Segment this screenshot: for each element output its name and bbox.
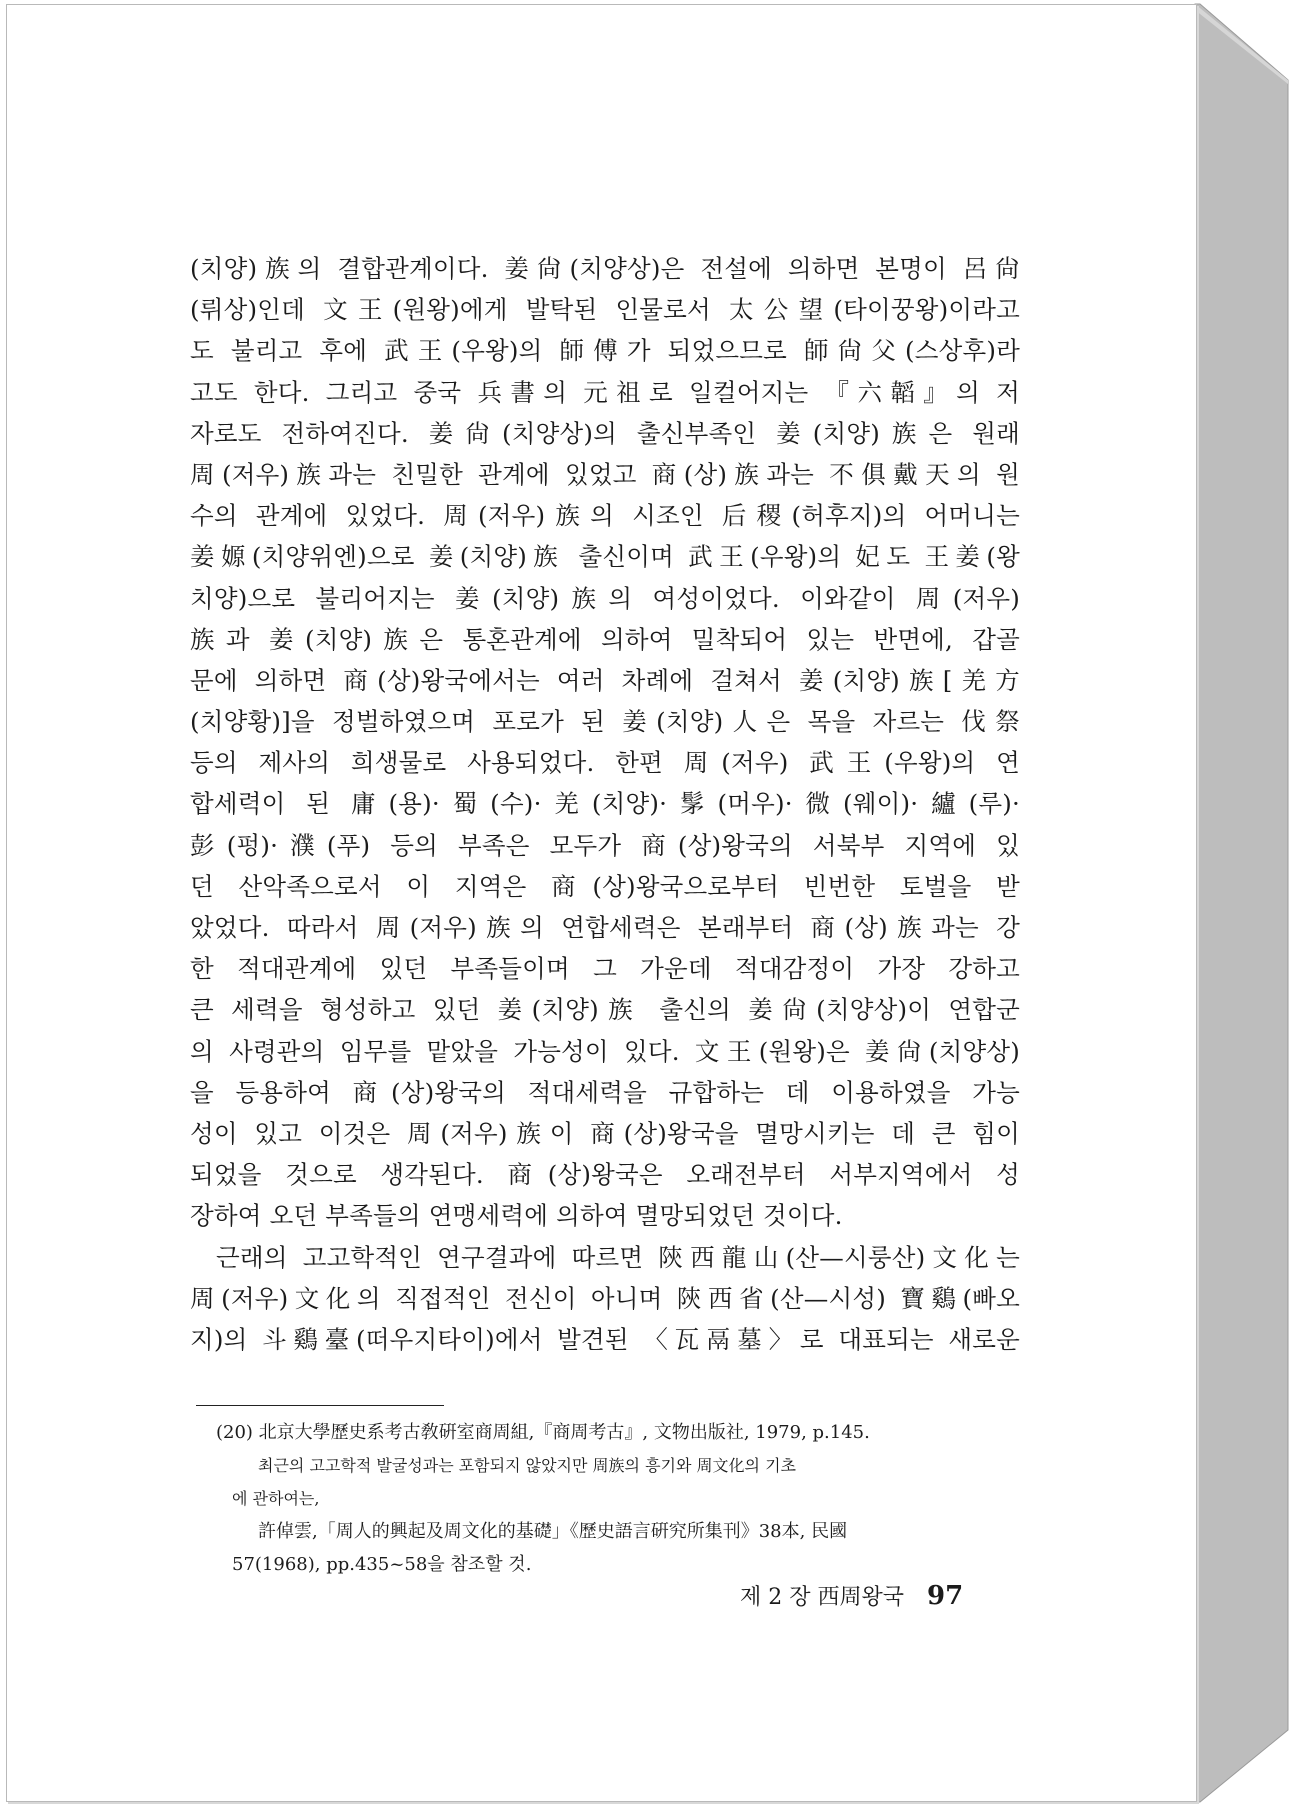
text-line: 을 등용하여 商(상)왕국의 적대세력을 규합하는 데 이용하였을 가능 — [190, 1077, 1020, 1107]
text-line: 치양)으로 불리어지는 姜(치양)族의 여성이었다. 이와같이 周(저우) — [190, 583, 1020, 613]
text-line: 周(저우)族과는 친밀한 관계에 있었고 商(상)族과는 不俱戴天의 원 — [190, 459, 1020, 489]
text-line: (치양)族의 결합관계이다. 姜尙(치양상)은 전설에 의하면 본명이 呂尙 — [190, 254, 1020, 283]
text-line: 周(저우)文化의 직접적인 전신이 아니며 陝西省(산—시성) 寶鷄(빠오 — [190, 1283, 1020, 1313]
footnote — [216, 1416, 1022, 1581]
text-line: 자로도 전하여진다. 姜尙(치양상)의 출신부족인 姜(치양)族은 원래 — [190, 418, 1020, 448]
text-line: 도 불리고 후에 武王(우왕)의 師傅가 되었으므로 師尙父(스상후)라 — [190, 336, 1020, 366]
footnote-line: 최근의 고고학적 발굴성과는 포함되지 않았지만 周族의 흥기와 周文化의 기초 — [258, 1456, 797, 1475]
text-line: 등의 제사의 희생물로 사용되었다. 한편 周(저우) 武王(우왕)의 연 — [190, 748, 1020, 778]
page-footer — [740, 1580, 1080, 1611]
text-line: 합세력이 된 庸(용)·蜀(수)·羌(치양)·髳(머우)·微(웨이)·纑(루)· — [190, 789, 1020, 819]
text-line: 성이 있고 이것은 周(저우)族이 商(상)왕국을 멸망시키는 데 큰 힘이 — [190, 1118, 1020, 1148]
paragraph-2 — [190, 1237, 1020, 1361]
paragraph-1 — [190, 248, 1020, 1237]
text-line: 큰 세력을 형성하고 있던 姜(치양)族 출신의 姜尙(치양상)이 연합군 — [190, 995, 1020, 1025]
text-line: 한 적대관계에 있던 부족들이며 그 가운데 적대감정이 가장 강하고 — [190, 954, 1020, 984]
text-line: 문에 의하면 商(상)왕국에서는 여러 차례에 걸쳐서 姜(치양)族[羌方 — [190, 665, 1020, 695]
text-line: (뤼상)인데 文王(원왕)에게 발탁된 인물로서 太公望(타이꿍왕)이라고 — [190, 295, 1020, 325]
chapter-title: 제 2 장 西周왕국 — [740, 1585, 904, 1610]
text-line: 았었다. 따라서 周(저우)族의 연합세력은 본래부터 商(상)族과는 강 — [190, 913, 1020, 942]
text-line: 근래의 고고학적인 연구결과에 따르면 陝西龍山(산—시룽산)文化는 — [216, 1242, 1020, 1272]
text-line: 彭(펑)·濮(푸) 등의 부족은 모두가 商(상)왕국의 서북부 지역에 있 — [190, 830, 1020, 860]
footnote-line: 許倬雲,「周人的興起及周文化的基礎」《歷史語言硏究所集刊》38本, 民國 — [258, 1521, 848, 1542]
text-line: 姜嫄(치양위엔)으로 姜(치양)族 출신이며 武王(우왕)의 妃도 王姜(왕 — [190, 542, 1020, 572]
footnote-line: 에 관하여는, — [232, 1489, 320, 1508]
text-line: 고도 한다. 그리고 중국 兵書의 元祖로 일컬어지는 『六韜』의 저 — [190, 377, 1020, 407]
page-number: 97 — [927, 1581, 964, 1611]
text-line: 장하여 오던 부족들의 연맹세력에 의하여 멸망되었던 것이다. — [190, 1201, 843, 1231]
text-line: 族과 姜(치양)族은 통혼관계에 의하여 밀착되어 있는 반면에, 갑골 — [190, 624, 1020, 654]
text-line: 던 산악족으로서 이 지역은 商(상)왕국으로부터 빈번한 토벌을 받 — [190, 871, 1020, 901]
text-line: 되었을 것으로 생각된다. 商(상)왕국은 오래전부터 서부지역에서 성 — [190, 1160, 1020, 1190]
text-line: 의 사령관의 임무를 맡았을 가능성이 있다. 文王(원왕)은 姜尙(치양상) — [190, 1036, 1020, 1066]
text-line: 수의 관계에 있었다. 周(저우)族의 시조인 后稷(허후지)의 어머니는 — [190, 501, 1020, 531]
footnote-line: 57(1968), pp.435~58을 참조할 것. — [232, 1554, 532, 1575]
footnote-divider — [196, 1405, 444, 1406]
footnote-line: (20) 北京大學歷史系考古敎硏室商周組,『商周考古』, 文物出版社, 1979, p.145. — [216, 1422, 870, 1443]
page-body — [190, 248, 1020, 1360]
text-line: 지)의 斗鷄臺(떠우지타이)에서 발견된 〈瓦鬲墓〉로 대표되는 새로운 — [190, 1324, 1020, 1354]
text-line: (치양황)]을 정벌하였으며 포로가 된 姜(치양)人은 목을 자르는 伐祭 — [190, 707, 1020, 737]
